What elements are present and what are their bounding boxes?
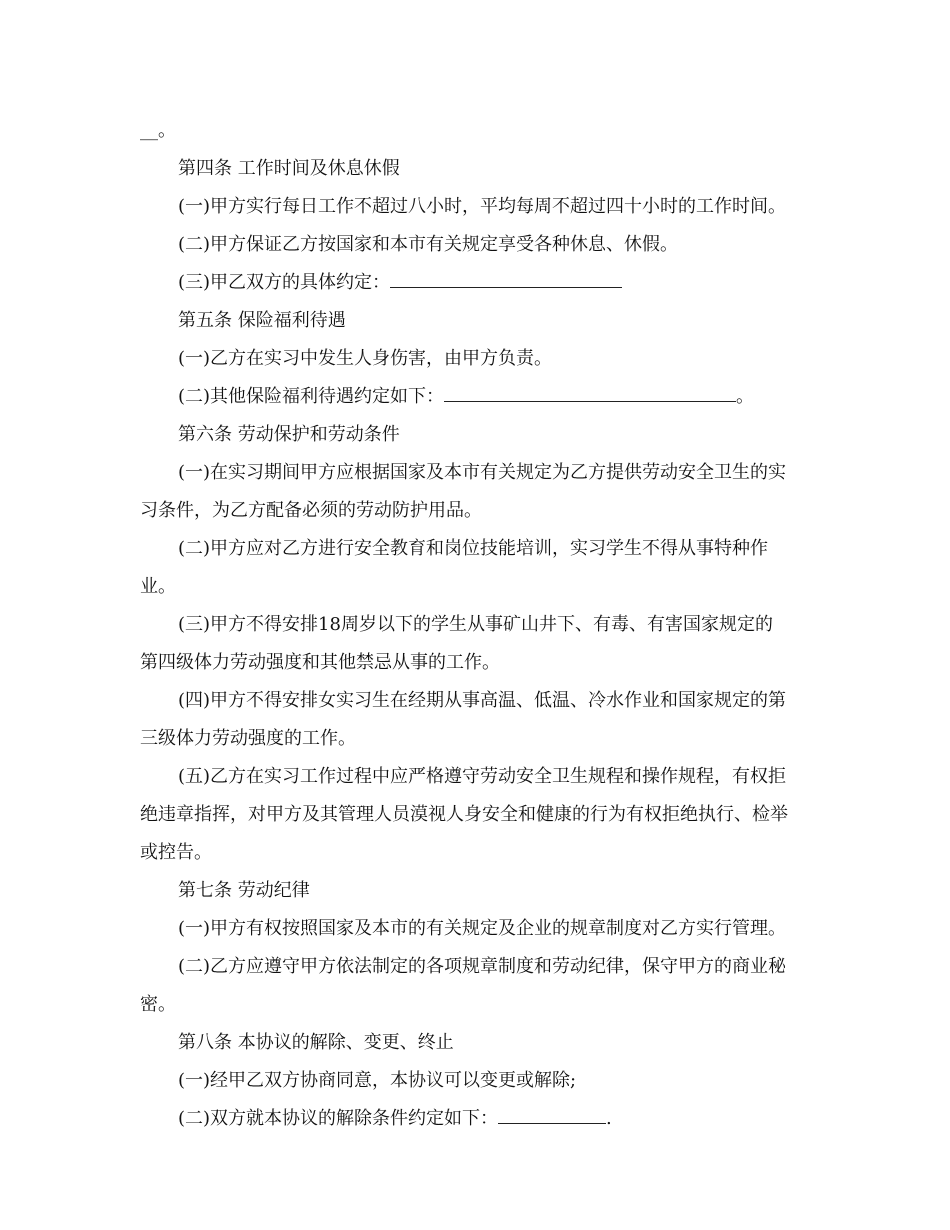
article-6-heading: 第六条 劳动保护和劳动条件 <box>178 424 400 445</box>
text-line: 业。 <box>140 576 176 597</box>
text-line: (一)乙方在实习中发生人身伤害，由甲方负责。 <box>178 348 553 369</box>
clause-end: 。 <box>736 386 755 407</box>
text-line: 习条件，为乙方配备必须的劳动防护用品。 <box>140 500 482 521</box>
text-line: 三级体力劳动强度的工作。 <box>140 728 356 749</box>
text-line <box>140 264 812 302</box>
text-line: (一)甲方有权按照国家及本市的有关规定及企业的规章制度对乙方实行管理。 <box>178 918 787 939</box>
text-line: 绝违章指挥，对甲方及其管理人员漠视人身安全和健康的行为有权拒绝执行、检举 <box>140 804 788 825</box>
text-line: (二)乙方应遵守甲方依法制定的各项规章制度和劳动纪律，保守甲方的商业秘 <box>178 956 787 977</box>
text-line: (一)甲方实行每日工作不超过八小时，平均每周不超过四十小时的工作时间。 <box>178 196 787 217</box>
document-body <box>140 112 812 1138</box>
text-line: (五)乙方在实习工作过程中应严格遵守劳动安全卫生规程和操作规程，有权拒 <box>178 766 787 787</box>
clause-label: (二)其他保险福利待遇约定如下： <box>178 386 445 407</box>
article-7-heading: 第七条 劳动纪律 <box>178 880 310 901</box>
text-line: (四)甲方不得安排女实习生在经期从事高温、低温、冷水作业和国家规定的第 <box>178 690 787 711</box>
text-line <box>140 378 812 416</box>
text-line: (一)经甲乙双方协商同意，本协议可以变更或解除; <box>178 1070 577 1091</box>
text-line <box>140 1100 812 1138</box>
text-line: (三)甲方不得安排18周岁以下的学生从事矿山井下、有毒、有害国家规定的 <box>178 614 773 635</box>
text-line: 密。 <box>140 994 176 1015</box>
article-5-heading: 第五条 保险福利待遇 <box>178 310 346 331</box>
text-line: __。 <box>140 120 176 141</box>
fill-in-blank[interactable] <box>498 1101 606 1124</box>
text-line: (一)在实习期间甲方应根据国家及本市有关规定为乙方提供劳动安全卫生的实 <box>178 462 787 483</box>
fill-in-blank[interactable] <box>390 265 622 288</box>
clause-end: . <box>606 1108 612 1129</box>
article-8-heading: 第八条 本协议的解除、变更、终止 <box>178 1032 454 1053</box>
article-4-heading: 第四条 工作时间及休息休假 <box>178 158 400 179</box>
text-line: 第四级体力劳动强度和其他禁忌从事的工作。 <box>140 652 500 673</box>
clause-label: (二)双方就本协议的解除条件约定如下： <box>178 1108 499 1129</box>
text-line: 或控告。 <box>140 842 212 863</box>
clause-label: (三)甲乙双方的具体约定： <box>178 272 391 293</box>
fill-in-blank[interactable] <box>444 379 736 402</box>
text-line: (二)甲方应对乙方进行安全教育和岗位技能培训，实习学生不得从事特种作 <box>178 538 769 559</box>
text-line: (二)甲方保证乙方按国家和本市有关规定享受各种休息、休假。 <box>178 234 679 255</box>
